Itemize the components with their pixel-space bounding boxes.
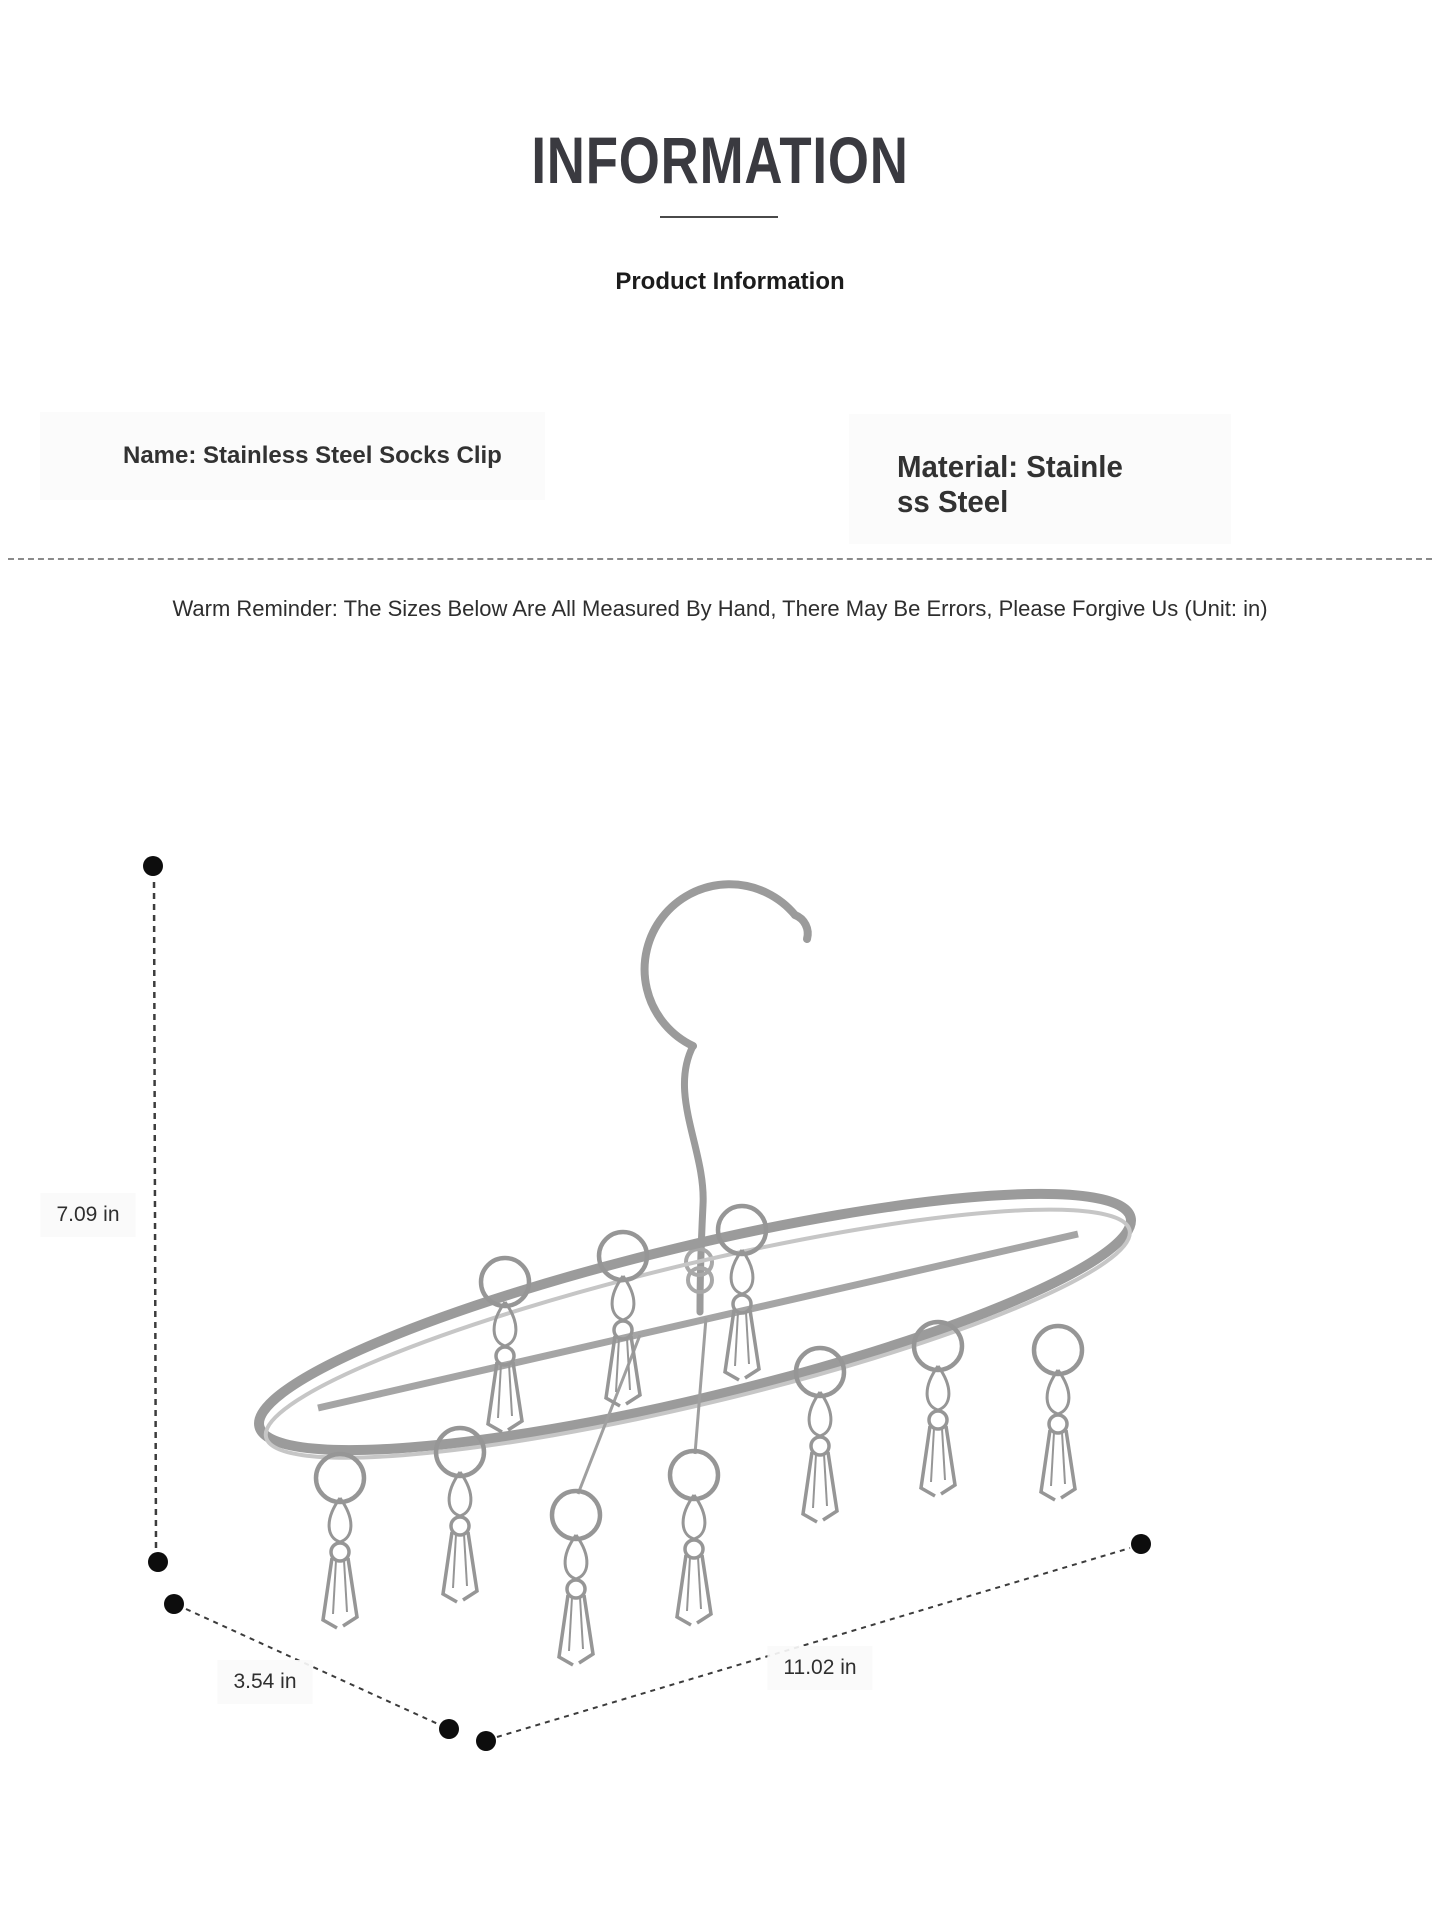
- dimension-dot: [148, 1552, 168, 1572]
- dimension-dot: [439, 1719, 459, 1739]
- dimension-dot: [143, 856, 163, 876]
- height-dimension-label: 7.09 in: [40, 1193, 135, 1237]
- section-subtitle: Product Information: [615, 268, 845, 295]
- material-line-2: ss Steel: [897, 483, 1009, 519]
- hanger-hook: [795, 915, 808, 939]
- clothespin-clip: [914, 1322, 962, 1496]
- clothespin-clip: [481, 1258, 529, 1432]
- page-title: INFORMATION: [531, 123, 909, 197]
- hanger-art: [242, 884, 1150, 1665]
- dimension-dot: [1131, 1534, 1151, 1554]
- dimension-dot: [476, 1731, 496, 1751]
- warm-reminder-text: Warm Reminder: The Sizes Below Are All Measured By Hand, There May Be Errors, Please Forgive Us (Unit: in): [172, 596, 1268, 621]
- clothespin-clip: [316, 1454, 364, 1628]
- depth-dimension-label: 3.54 in: [217, 1660, 312, 1704]
- dimension-dot: [164, 1594, 184, 1614]
- clothespin-clip: [436, 1428, 484, 1602]
- length-dimension-label: 11.02 in: [767, 1646, 872, 1690]
- clothespin-clip: [552, 1491, 600, 1665]
- product-name-label: Name: Stainless Steel Socks Clip: [123, 442, 502, 469]
- clothespin-clip: [670, 1451, 718, 1625]
- material-line-1: Material: Stainle: [897, 449, 1123, 484]
- clothespin-clip: [1034, 1326, 1082, 1500]
- height-dimension-line: [154, 882, 156, 1548]
